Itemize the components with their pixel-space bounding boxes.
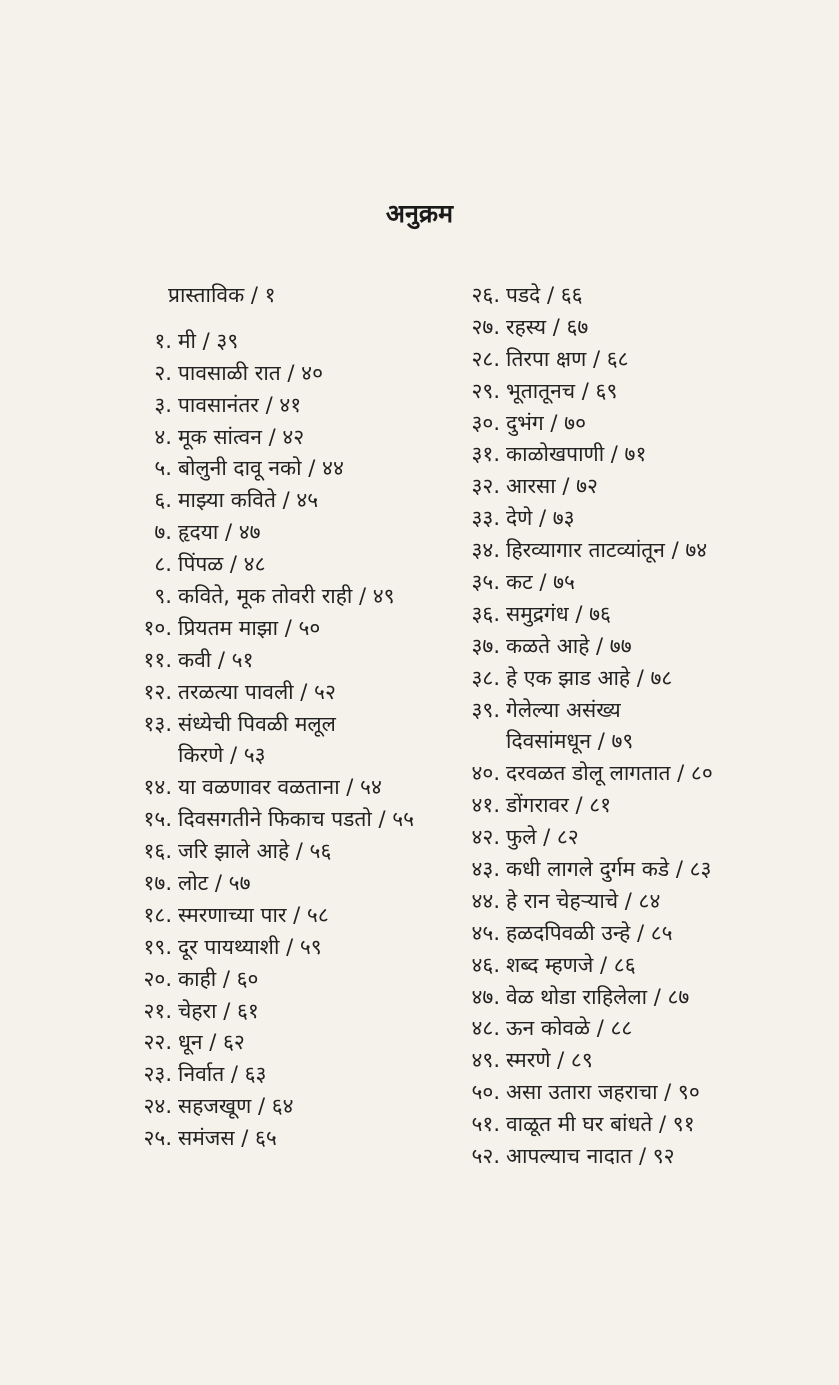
toc-entry-title: प्रास्ताविक / १	[168, 283, 276, 307]
toc-entry	[466, 918, 826, 950]
toc-entry	[138, 422, 458, 454]
toc-entry	[138, 709, 458, 741]
toc-entry	[466, 471, 826, 503]
toc-entry	[466, 1045, 826, 1077]
toc-entry-title: कळते आहे / ७७	[506, 633, 632, 658]
toc-entry	[466, 758, 826, 790]
toc-entry	[138, 677, 458, 709]
toc-entry	[466, 790, 826, 822]
toc-entry-number: ८.	[154, 552, 172, 577]
toc-entry	[466, 695, 826, 727]
toc-entry-title: लोट / ५७	[178, 871, 251, 896]
toc-entry-number: २२.	[143, 1030, 172, 1055]
toc-entry-title: मी / ३९	[178, 328, 239, 353]
toc-entry	[138, 358, 458, 390]
toc-entry	[138, 1027, 458, 1059]
toc-entry-number: ५०.	[471, 1080, 500, 1105]
toc-entry-title: देणे / ७३	[506, 506, 575, 531]
toc-right-column	[466, 280, 826, 1173]
toc-entry	[138, 900, 458, 932]
toc-entry-number: ४१.	[471, 793, 500, 818]
toc-entry-number: २३.	[143, 1062, 172, 1087]
toc-entry-title: प्रियतम माझा / ५०	[178, 615, 321, 640]
toc-entry	[138, 964, 458, 996]
toc-entry-title: निर्वात / ६३	[178, 1062, 267, 1087]
toc-entry	[138, 613, 458, 645]
toc-entry-number: ६.	[154, 488, 172, 513]
toc-entry	[138, 1059, 458, 1091]
toc-entry-title: माझ्या कविते / ४५	[178, 488, 319, 513]
toc-entry-number: ३.	[154, 392, 172, 417]
toc-entry	[138, 549, 458, 581]
toc-entry	[466, 503, 826, 535]
toc-entry-number: ४८.	[471, 1016, 500, 1041]
toc-entry-title: या वळणावर वळताना / ५४	[178, 775, 382, 800]
toc-entry-number: १२.	[143, 679, 172, 704]
toc-entry-number: ४७.	[471, 984, 500, 1009]
toc-entry-number: २०.	[143, 966, 172, 991]
toc-entry-number: १.	[154, 328, 172, 353]
toc-entry-title: हळदपिवळी उन्हे / ८५	[506, 920, 673, 945]
toc-entry	[138, 772, 458, 804]
toc-entry	[138, 804, 458, 836]
toc-entry-title: रहस्य / ६७	[506, 314, 589, 339]
toc-entry-number: २४.	[143, 1094, 172, 1119]
toc-entry-number: ३६.	[471, 601, 500, 626]
toc-entry	[138, 453, 458, 485]
toc-entry	[138, 996, 458, 1028]
toc-entry-title: धून / ६२	[178, 1030, 245, 1055]
toc-entry-number: ४४.	[471, 888, 500, 913]
toc-entry-number: २६.	[471, 283, 500, 307]
toc-entry-title: सहजखूण / ६४	[178, 1094, 294, 1119]
toc-spacer	[138, 312, 458, 326]
toc-entry-number: ४३.	[471, 857, 500, 882]
toc-entry-title: असा उतारा जहराचा / ९०	[506, 1080, 700, 1105]
toc-entry-title: तिरपा क्षण / ६८	[506, 346, 629, 371]
toc-entry	[138, 868, 458, 900]
toc-entry	[138, 326, 458, 358]
toc-entry	[138, 485, 458, 517]
toc-entry-number: ११.	[143, 647, 172, 672]
toc-entry	[138, 1091, 458, 1123]
toc-entry-title: दुभंग / ७०	[506, 410, 587, 435]
toc-entry-number: १६.	[143, 839, 172, 864]
toc-entry-number: ९.	[154, 584, 172, 609]
toc-entry-number: ५२.	[471, 1144, 500, 1169]
toc-entry-title: दिवसांमधून / ७९	[506, 729, 634, 754]
toc-entry-title: पावसानंतर / ४१	[178, 392, 302, 417]
toc-entry-number: ३२.	[471, 474, 500, 499]
page-title: अनुक्रम	[385, 199, 454, 228]
toc-entry-number: ३०.	[471, 410, 500, 435]
toc-entry	[466, 439, 826, 471]
toc-entry-number: १७.	[143, 871, 172, 896]
toc-entry-number: ३३.	[471, 506, 500, 531]
toc-entry-title: कवी / ५१	[178, 647, 254, 672]
toc-entry-title: वाळूत मी घर बांधते / ९१	[506, 1112, 695, 1137]
toc-entry-number: ४.	[154, 424, 172, 449]
toc-entry-number: ३१.	[471, 442, 500, 467]
toc-entry-title: पडदे / ६६	[506, 283, 583, 307]
toc-entry-title: समुद्रगंध / ७६	[506, 601, 611, 626]
toc-entry-number: ४९.	[471, 1048, 500, 1073]
toc-entry-title: स्मरणे / ८९	[506, 1048, 593, 1073]
toc-entry-title: समंजस / ६५	[178, 1126, 277, 1151]
toc-entry	[466, 886, 826, 918]
toc-entry-title: कविते, मूक तोवरी राही / ४९	[178, 584, 395, 609]
toc-entry-number: ५१.	[471, 1112, 500, 1137]
toc-entry	[138, 517, 458, 549]
toc-entry	[466, 822, 826, 854]
toc-entry-title: भूतातूनच / ६९	[506, 378, 618, 403]
toc-entry	[466, 408, 826, 440]
toc-entry	[466, 1013, 826, 1045]
toc-entry-number: ३७.	[471, 633, 500, 658]
toc-entry-title: फुले / ८२	[506, 825, 579, 850]
toc-entry	[466, 312, 826, 344]
toc-entry-title: हिरव्यागार ताटव्यांतून / ७४	[506, 538, 708, 563]
toc-entry-number: ३४.	[471, 538, 500, 563]
toc-entry	[466, 1077, 826, 1109]
toc-entry	[466, 982, 826, 1014]
toc-entry-title: मूक सांत्वन / ४२	[178, 424, 305, 449]
toc-entry-title: ऊन कोवळे / ८८	[506, 1016, 633, 1041]
toc-entry	[138, 280, 458, 312]
toc-entry-title: दिवसगतीने फिकाच पडतो / ५५	[178, 807, 415, 832]
toc-entry-title: संध्येची पिवळी मलूल	[178, 711, 336, 736]
toc-entry	[466, 280, 826, 312]
toc-entry-number: ७.	[154, 520, 172, 545]
toc-entry	[466, 663, 826, 695]
toc-entry-title: पिंपळ / ४८	[178, 552, 266, 577]
toc-entry-title: शब्द म्हणजे / ८६	[506, 952, 636, 977]
toc-entry-title: हे एक झाड आहे / ७८	[506, 665, 673, 690]
toc-entry-number: २७.	[471, 314, 500, 339]
toc-entry-title: चेहरा / ६१	[178, 998, 259, 1023]
toc-entry	[138, 836, 458, 868]
toc-entry-title: गेलेल्या असंख्य	[506, 697, 621, 722]
toc-entry-number: ४२.	[471, 825, 500, 850]
toc-entry-number: २५.	[143, 1126, 172, 1151]
toc-entry	[138, 645, 458, 677]
toc-entry-title: स्मरणाच्या पार / ५८	[178, 902, 329, 927]
toc-entry-title: कट / ७५	[506, 570, 575, 595]
toc-entry-title: आरसा / ७२	[506, 474, 598, 499]
toc-entry-title: तरळत्या पावली / ५२	[178, 679, 336, 704]
toc-entry-number: २.	[154, 360, 172, 385]
toc-entry	[466, 599, 826, 631]
toc-entry	[466, 854, 826, 886]
toc-entry-number: ५.	[154, 456, 172, 481]
toc-entry	[138, 581, 458, 613]
toc-entry-number: २९.	[471, 378, 500, 403]
toc-entry-title: जरि झाले आहे / ५६	[178, 839, 332, 864]
toc-entry	[466, 631, 826, 663]
toc-entry-number: ३९.	[471, 697, 500, 722]
toc-entry-title: बोलुनी दावू नको / ४४	[178, 456, 344, 481]
toc-entry-title: हृदया / ४७	[178, 520, 261, 545]
toc-entry-title: दूर पायथ्याशी / ५९	[178, 934, 322, 959]
toc-entry-number: २१.	[143, 998, 172, 1023]
toc-entry-title: काळोखपाणी / ७१	[506, 442, 647, 467]
toc-entry-number: ४६.	[471, 952, 500, 977]
toc-entry-number: ३८.	[471, 665, 500, 690]
toc-entry-number: १०.	[143, 615, 172, 640]
toc-entry-title: किरणे / ५३	[178, 743, 266, 768]
toc-entry-title: काही / ६०	[178, 966, 259, 991]
toc-entry	[138, 932, 458, 964]
toc-entry	[466, 344, 826, 376]
toc-entry-number: २८.	[471, 346, 500, 371]
toc-entry-title: वेळ थोडा राहिलेला / ८७	[506, 984, 690, 1009]
toc-entry	[138, 1123, 458, 1155]
toc-entry-title: दरवळत डोलू लागतात / ८०	[506, 761, 713, 786]
toc-entry-number: १८.	[143, 902, 172, 927]
toc-entry	[466, 950, 826, 982]
toc-entry-title: कधी लागले दुर्गम कडे / ८३	[506, 857, 712, 882]
toc-entry	[466, 376, 826, 408]
toc-entry-title: हे रान चेहऱ्याचे / ८४	[506, 888, 661, 913]
toc-entry	[466, 726, 826, 758]
toc-entry-title: आपल्याच नादात / ९२	[506, 1144, 675, 1169]
toc-entry-number: ४०.	[471, 761, 500, 786]
toc-entry	[466, 535, 826, 567]
toc-entry-title: पावसाळी रात / ४०	[178, 360, 324, 385]
toc-entry-number: ४५.	[471, 920, 500, 945]
toc-entry	[138, 390, 458, 422]
toc-entry-number: ३५.	[471, 570, 500, 595]
toc-entry-number: १५.	[143, 807, 172, 832]
toc-entry	[466, 567, 826, 599]
toc-entry	[466, 1109, 826, 1141]
toc-entry-number: १९.	[143, 934, 172, 959]
toc-entry	[138, 740, 458, 772]
toc-entry-number: १३.	[143, 711, 172, 736]
toc-left-column	[138, 280, 458, 1155]
toc-entry	[466, 1141, 826, 1173]
toc-entry-number: १४.	[143, 775, 172, 800]
toc-entry-title: डोंगरावर / ८१	[506, 793, 612, 818]
